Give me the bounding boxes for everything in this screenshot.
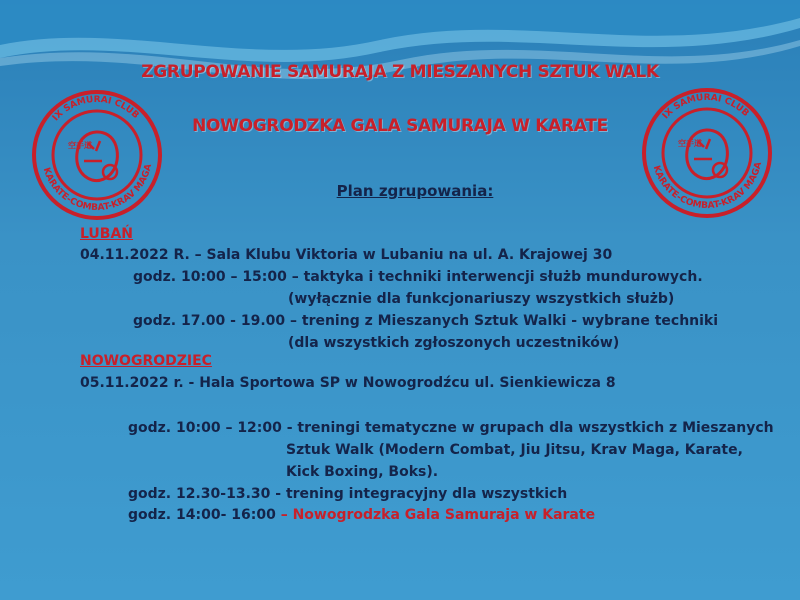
schedule-item-continued: Kick Boxing, Boks). — [286, 464, 439, 480]
svg-text:IX SAMURAI CLUB: IX SAMURAI CLUB — [660, 92, 751, 122]
schedule-item: godz. 10:00 – 15:00 – taktyka i techniki interwencji służb mundurowych. — [133, 269, 703, 285]
event-title: ZGRUPOWANIE SAMURAJA Z MIESZANYCH SZTUK WALK — [141, 62, 659, 82]
date-line-luban: 04.11.2022 R. – Sala Klubu Viktoria w Lubaniu na ul. A. Krajowej 30 — [80, 247, 613, 263]
svg-text:空手道: 空手道 — [678, 139, 702, 148]
schedule-item-note: (dla wszystkich zgłoszonych uczestników) — [288, 335, 620, 351]
svg-text:KARATE-COMBAT-KRAV MAGA: KARATE-COMBAT-KRAV MAGA — [40, 163, 155, 214]
date-line-nowogrodziec: 05.11.2022 r. - Hala Sportowa SP w Nowogrodźcu ul. Sienkiewicza 8 — [80, 375, 616, 391]
schedule-item-note: (wyłącznie dla funkcjonariuszy wszystkich służb) — [288, 291, 675, 307]
plan-heading: Plan zgrupowania: — [336, 182, 494, 200]
town-heading-luban: LUBAŃ — [80, 226, 134, 242]
gala-time: godz. 14:00- 16:00 — [128, 507, 276, 523]
event-subtitle: NOWOGRODZKA GALA SAMURAJA W KARATE — [192, 116, 608, 136]
svg-text:IX SAMURAI CLUB: IX SAMURAI CLUB — [50, 94, 141, 124]
gala-event-name: – Nowogrodzka Gala Samuraja w Karate — [280, 507, 596, 523]
samurai-club-logo-left — [30, 88, 164, 222]
svg-text:空手道: 空手道 — [68, 141, 92, 150]
schedule-item-time — [128, 507, 595, 523]
schedule-item: godz. 12.30-13.30 - trening integracyjny dla wszystkich — [128, 486, 568, 502]
schedule-item: godz. 17.00 - 19.00 – trening z Mieszanych Sztuk Walki - wybrane techniki — [133, 313, 719, 329]
town-heading-nowogrodziec: NOWOGRODZIEC — [80, 353, 212, 369]
svg-text:KARATE-COMBAT-KRAV MAGA: KARATE-COMBAT-KRAV MAGA — [650, 161, 765, 212]
schedule-item: godz. 10:00 – 12:00 - treningi tematyczne w grupach dla wszystkich z Mieszanych — [128, 420, 774, 436]
schedule-item-continued: Sztuk Walk (Modern Combat, Jiu Jitsu, Krav Maga, Karate, — [286, 442, 743, 458]
